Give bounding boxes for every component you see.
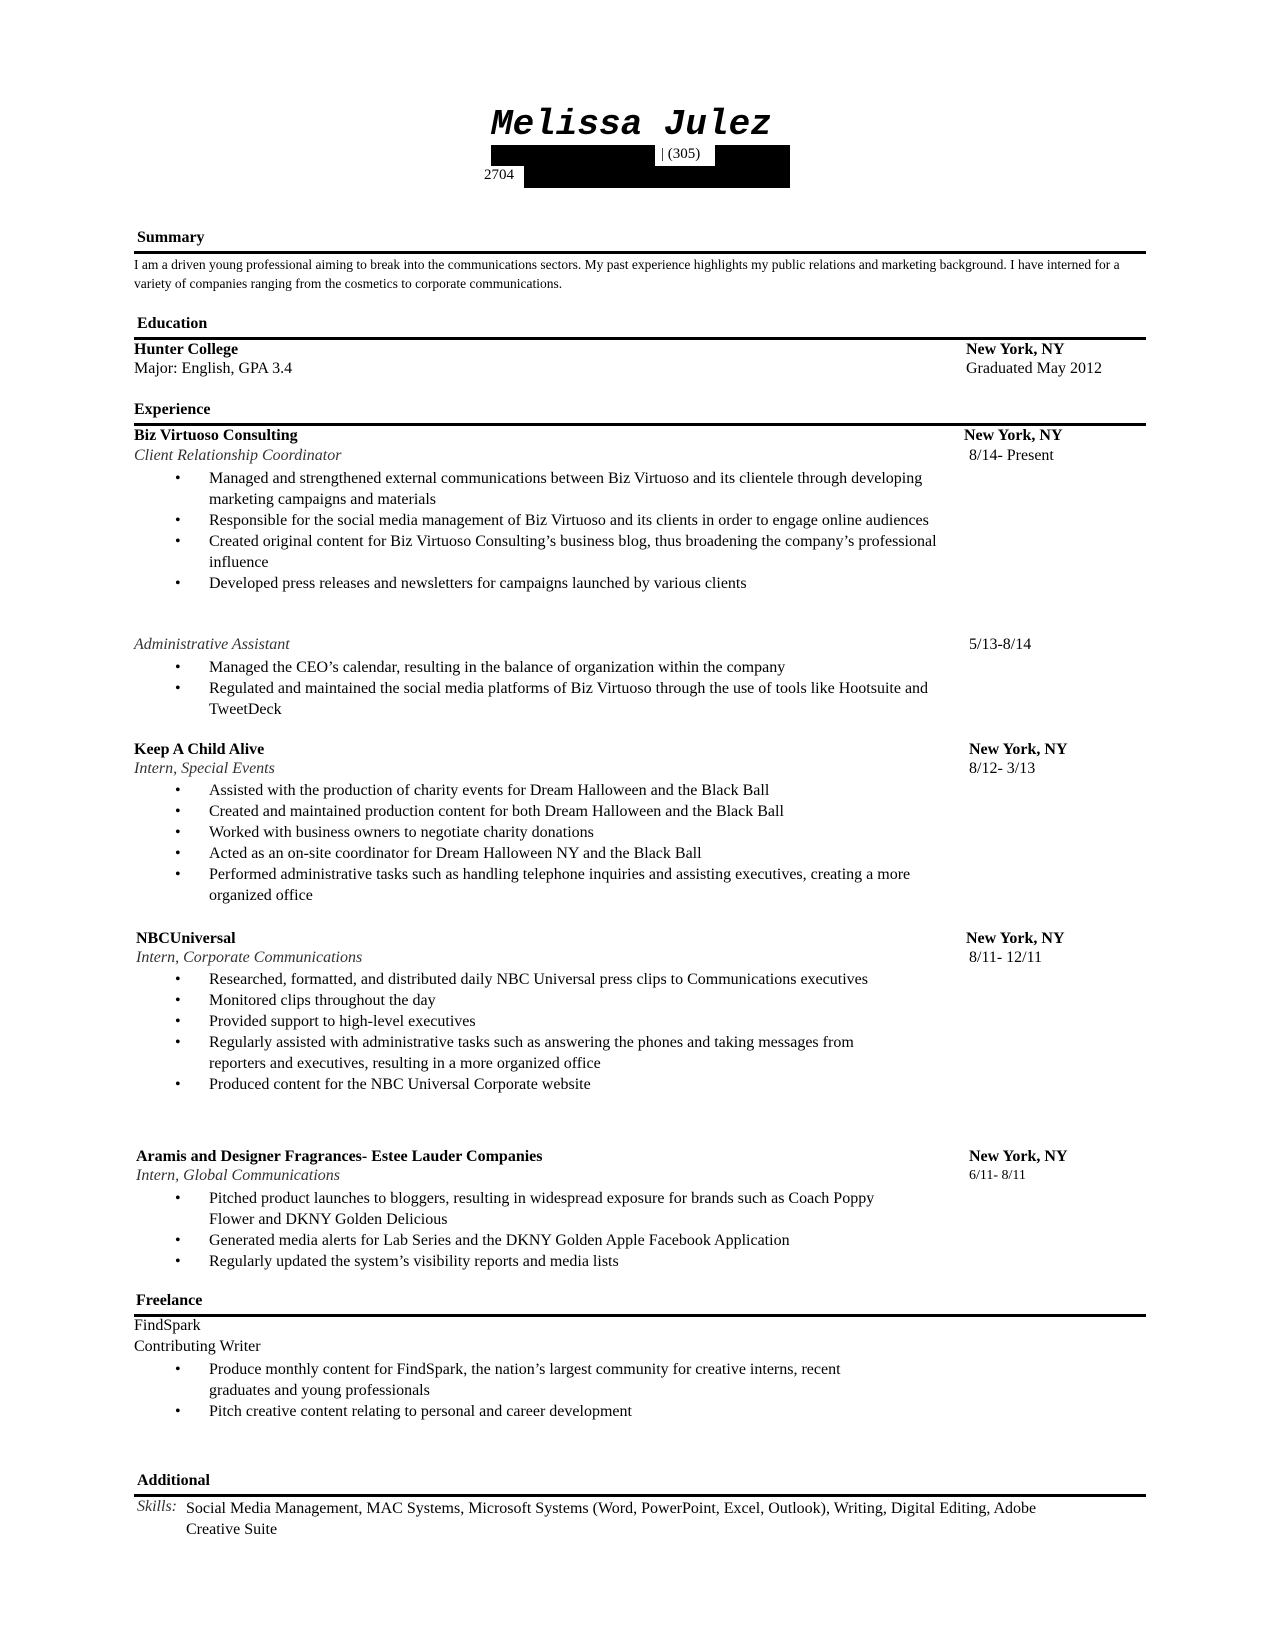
list-item: • Responsible for the social media management of Biz Virtuoso and its clients in order to engage online audiences	[134, 510, 954, 531]
job-org: NBCUniversal	[136, 930, 236, 947]
list-item: • Pitched product launches to bloggers, resulting in widespread exposure for brands such as Coach Poppy Flower and DKNY Golden Delicious	[134, 1188, 914, 1230]
section-rule	[134, 423, 1146, 426]
freelance-bullets	[134, 1359, 894, 1422]
list-item: • Created original content for Biz Virtuoso Consulting’s business blog, thus broadening the company’s professional influence	[134, 531, 954, 573]
redaction-bar	[491, 145, 655, 166]
list-item: • Monitored clips throughout the day	[134, 990, 894, 1011]
list-item: • Pitch creative content relating to personal and career development	[134, 1401, 894, 1422]
section-heading-summary: Summary	[137, 229, 205, 246]
list-item: • Developed press releases and newsletters for campaigns launched by various clients	[134, 573, 954, 594]
list-item: • Created and maintained production content for both Dream Halloween and the Black Ball	[134, 801, 934, 822]
job-bullets	[134, 780, 934, 906]
job-org: Keep A Child Alive	[134, 741, 265, 758]
list-item: • Researched, formatted, and distributed daily NBC Universal press clips to Communications executives	[134, 969, 894, 990]
list-item: • Managed the CEO’s calendar, resulting in the balance of organization within the company	[134, 657, 954, 678]
job-date: 8/11- 12/11	[969, 949, 1043, 966]
list-item: • Regularly updated the system’s visibility reports and media lists	[134, 1251, 914, 1272]
job-date: 8/14- Present	[969, 447, 1054, 464]
list-item: • Produce monthly content for FindSpark, the nation’s largest community for creative interns, recent graduates and young professionals	[134, 1359, 894, 1401]
job-org: Biz Virtuoso Consulting	[134, 427, 298, 444]
job-bullets	[134, 969, 894, 1095]
job-bullets	[134, 1188, 914, 1272]
section-heading-education: Education	[137, 315, 208, 332]
job-role: Intern, Special Events	[134, 760, 275, 777]
list-item: • Produced content for the NBC Universal Corporate website	[134, 1074, 894, 1095]
skills-label: Skills:	[137, 1498, 177, 1515]
job-role: Intern, Corporate Communications	[136, 949, 363, 966]
list-item: • Provided support to high-level executives	[134, 1011, 894, 1032]
graduation-date: Graduated May 2012	[966, 360, 1102, 377]
resume-name: Melissa Julez	[491, 104, 772, 145]
list-item: • Generated media alerts for Lab Series and the DKNY Golden Apple Facebook Application	[134, 1230, 914, 1251]
summary-text: I am a driven young professional aiming to break into the communications sectors. My past experience highlights my public relations and marketing background. I have interned for a variety of companies ranging from the cosmetics to corporate communications.	[134, 257, 1120, 291]
contact-phone: | (305)	[661, 146, 701, 162]
skills-text: Social Media Management, MAC Systems, Microsoft Systems (Word, PowerPoint, Excel, Outlook), Writing, Digital Editing, Adobe Creative Suite	[186, 1500, 1037, 1538]
job-role: Administrative Assistant	[134, 636, 290, 653]
job-date: 5/13-8/14	[969, 636, 1032, 653]
section-heading-freelance: Freelance	[136, 1292, 203, 1309]
job-role: Client Relationship Coordinator	[134, 447, 342, 464]
job-location: New York, NY	[966, 930, 1065, 947]
section-heading-additional: Additional	[137, 1472, 210, 1489]
freelance-role: Contributing Writer	[134, 1338, 261, 1355]
job-location: New York, NY	[969, 741, 1068, 758]
section-rule	[134, 337, 1146, 340]
school-major: Major: English, GPA 3.4	[134, 360, 293, 377]
list-item: • Performed administrative tasks such as handling telephone inquiries and assisting executives, creating a more organized office	[134, 864, 934, 906]
list-item: • Acted as an on-site coordinator for Dream Halloween NY and the Black Ball	[134, 843, 934, 864]
section-rule	[134, 1314, 1146, 1317]
job-date: 6/11- 8/11	[969, 1168, 1026, 1183]
list-item: • Regularly assisted with administrative tasks such as answering the phones and taking messages from reporters and executives, resulting in a more organized office	[134, 1032, 894, 1074]
freelance-org: FindSpark	[134, 1317, 201, 1334]
job-location: New York, NY	[964, 427, 1063, 444]
school-name: Hunter College	[134, 341, 239, 358]
job-role: Intern, Global Communications	[136, 1167, 340, 1184]
school-location: New York, NY	[966, 341, 1065, 358]
job-location: New York, NY	[969, 1148, 1068, 1165]
job-date: 8/12- 3/13	[969, 760, 1036, 777]
list-item: • Managed and strengthened external communications between Biz Virtuoso and its clientele through developing marketing campaigns and materials	[134, 468, 954, 510]
job-bullets	[134, 468, 954, 594]
contact-address: 2704	[484, 167, 514, 183]
list-item: • Worked with business owners to negotiate charity donations	[134, 822, 934, 843]
section-rule	[134, 1494, 1146, 1497]
section-rule	[134, 251, 1146, 254]
redaction-bar	[524, 166, 790, 188]
list-item: • Assisted with the production of charity events for Dream Halloween and the Black Ball	[134, 780, 934, 801]
redaction-bar	[715, 145, 790, 166]
section-heading-experience: Experience	[134, 401, 211, 418]
list-item: • Regulated and maintained the social media platforms of Biz Virtuoso through the use of tools like Hootsuite and TweetDeck	[134, 678, 954, 720]
job-org: Aramis and Designer Fragrances- Estee Lauder Companies	[136, 1148, 543, 1165]
job-bullets	[134, 657, 954, 720]
